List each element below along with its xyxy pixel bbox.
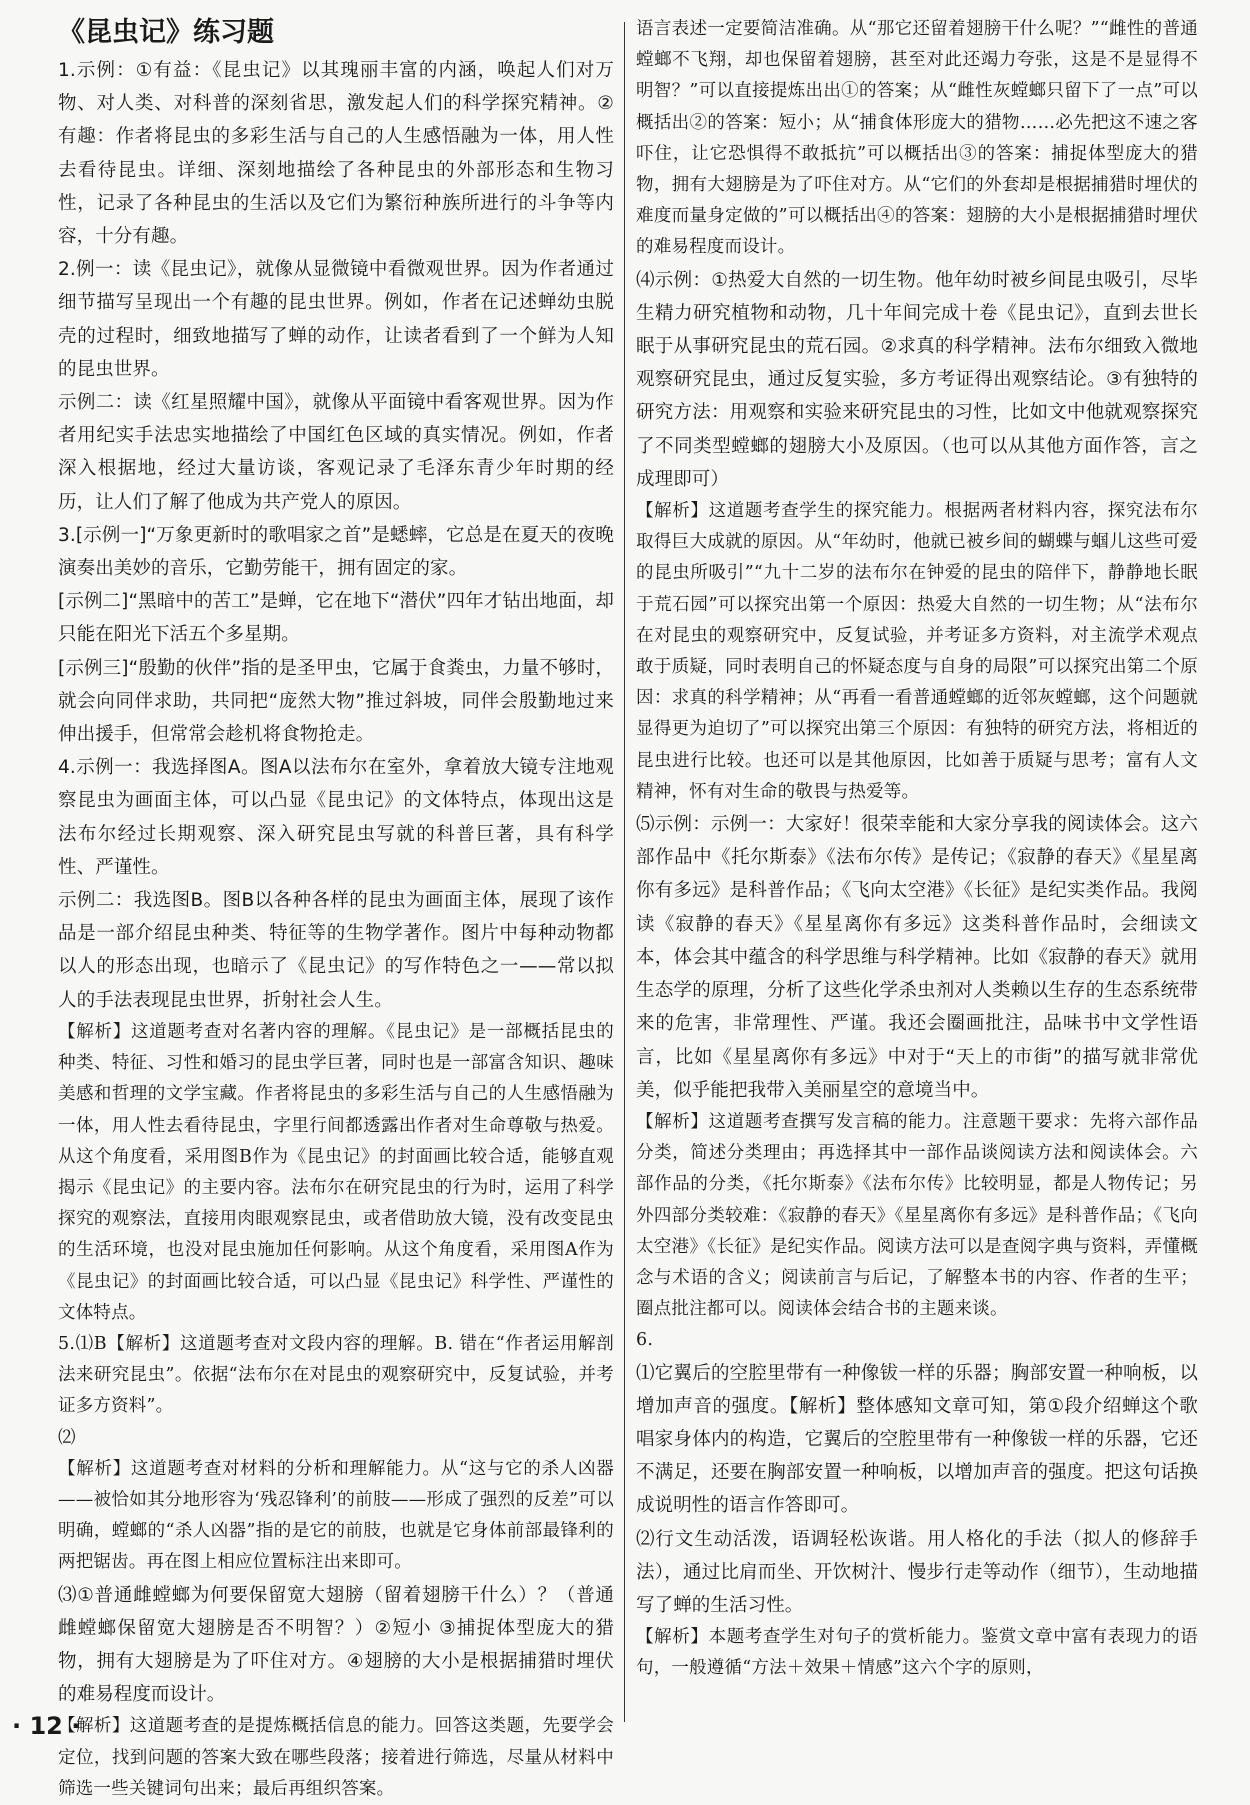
left-column [58, 14, 614, 1805]
paragraph: [示例二]“黑暗中的苦工”是蝉，它在地下“潜伏”四年才钻出地面，却只能在阳光下活五个多星期。 [58, 591, 614, 646]
paragraph: 1.示例：①有益：《昆虫记》以其瑰丽丰富的内涵，唤起人们对万物、对人类、对科普的深刻省思，激发起人们的科学探究精神。②有趣：作者将昆虫的多彩生活与自己的人生感悟融为一体，用人性去看待昆虫。详细、深刻地描绘了各种昆虫的外部形态和生物习性，记录了各种昆虫的生活以及它们为繁衍种族所进行的斗争等内容，十分有趣。 [58, 60, 614, 248]
paragraph: ⑴它翼后的空腔里带有一种像钹一样的乐器；胸部安置一种响板，以增加声音的强度。【解析】整体感知文章可知，第①段介绍蝉这个歌唱家身体内的构造，它翼后的空腔里带有一种像钹一样的乐器，它还不满足，还要在胸部安置一种响板，以增加声音的强度。把这句话换成说明性的语言作答即可。 [636, 1362, 1198, 1517]
paragraph: 示例二：读《红星照耀中国》，就像从平面镜中看客观世界。因为作者用纪实手法忠实地描绘了中国红色区域的真实情况。例如，作者深入根据地，经过大量访谈，客观记录了毛泽东青少年时期的经历，让人们了解了他成为共产党人的原因。 [58, 392, 614, 513]
paragraph: 【解析】本题考查学生对句子的赏析能力。鉴赏文章中富有表现力的语句，一般遵循“方法＋效果＋情感”这六个字的原则， [636, 1627, 1198, 1679]
paragraph: 3.[示例一]“万象更新时的歌唱家之首”是蟋蟀，它总是在夏天的夜晚演奏出美妙的音乐，它勤劳能干，拥有固定的家。 [58, 524, 614, 580]
paragraph: 示例二：我选图B。图B以各种各样的昆虫为画面主体，展现了该作品是一部介绍昆虫种类、特征等的生物学著作。图片中每种动物都以人的形态出现，也暗示了《昆虫记》的写作特色之一——常以拟人的手法表现昆虫世界，折射社会人生。 [58, 890, 614, 1011]
page-number: · 12 · [12, 1712, 81, 1740]
paragraph: ⑸示例：示例一：大家好！很荣幸能和大家分享我的阅读体会。这六部作品中《托尔斯泰》《法布尔传》是传记；《寂静的春天》《星星离你有多远》是科普作品；《飞向太空港》《长征》是纪实类作品。我阅读《寂静的春天》《星星离你有多远》这类科普作品时，会细读文本，体会其中蕴含的科学思维与科学精神。比如《寂静的春天》就用生态学的原理，分析了这些化学杀虫剂对人类赖以生存的生态系统带来的危害，非常理性、严谨。我还会圈画批注，品味书中文学性语言，比如《星星离你有多远》中对于“天上的市街”的描写就非常优美，似乎能把我带入美丽星空的意境当中。 [636, 814, 1198, 1101]
paragraph: ⑶①普通雌螳螂为何要保留宽大翅膀（留着翅膀干什么）？（普通雌螳螂保留宽大翅膀是否不明智？）②短小 ③捕捉体型庞大的猎物，拥有大翅膀是为了吓住对方。④翅膀的大小是根据捕猎时埋伏的难易程度而设计。 [58, 1584, 614, 1706]
paragraph: 5.⑴B【解析】这道题考查对文段内容的理解。B. 错在“作者运用解剖法来研究昆虫”。依据“法布尔在对昆虫的观察研究中，反复试验，并考证多方资料”。 [58, 1333, 614, 1417]
paragraph: 【解析】这道题考查学生的探究能力。根据两者材料内容，探究法布尔取得巨大成就的原因。从“年幼时，他就已被乡间的蝴蝶与蝈儿这些可爱的昆虫所吸引”“九十二岁的法布尔在钟爱的昆虫的陪伴下，静静地长眠于荒石园”可以探究出第一个原因：热爱大自然的一切生物；从“法布尔在对昆虫的观察研究中，反复试验，并考证多方资料，对主流学术观点敢于质疑，同时表明自己的怀疑态度与自身的局限”可以探究出第二个原因：求真的科学精神；从“再看一看普通螳螂的近邻灰螳螂，这个问题就显得更为迫切了”可以探究出第三个原因：有独特的研究方法，将相近的昆虫进行比较。也还可以是其他原因，比如善于质疑与思考；富有人文精神，怀有对生命的敬畏与热爱等。 [636, 501, 1198, 802]
left-paragraphs [58, 54, 614, 1805]
paragraph: 【解析】这道题考查对名著内容的理解。《昆虫记》是一部概括昆虫的种类、特征、习性和婚习的昆虫学巨著，同时也是一部富含知识、趣味美感和哲理的文学宝藏。作者将昆虫的多彩生活与自己的人生感悟融为一体，用人性去看待昆虫，字里行间都透露出作者对生命尊敬与热爱。从这个角度看，采用图B作为《昆虫记》的封面画比较合适，能够直观揭示《昆虫记》的主要内容。法布尔在研究昆虫的行为时，运用了科学探究的观察法，直接用肉眼观察昆虫，或者借助放大镜，没有改变昆虫的生活环境，也没对昆虫施加任何影响。从这个角度看，采用图A作为《昆虫记》的封面画比较合适，可以凸显《昆虫记》科学性、严谨性的文体特点。 [58, 1021, 614, 1323]
paragraph: ⑵ [58, 1427, 76, 1448]
column-divider [624, 22, 625, 1722]
right-column [636, 14, 1198, 1685]
paragraph: ⑷示例：①热爱大自然的一切生物。他年幼时被乡间昆虫吸引，尽毕生精力研究植物和动物，几十年间完成十卷《昆虫记》，直到去世长眠于从事研究昆虫的荒石园。②求真的科学精神。法布尔细致入微地观察研究昆虫，通过反复实验，多方考证得出观察结论。③有独特的研究方法：用观察和实验来研究昆虫的习性，比如文中他就观察探究了不同类型螳螂的翅膀大小及原因。（也可以从其他方面作答，言之成理即可） [636, 269, 1198, 490]
paragraph: 【解析】这道题考查对材料的分析和理解能力。从“这与它的杀人凶器——被恰如其分地形容为‘残忍锋利’的前肢——形成了强烈的反差”可以明确，螳螂的“杀人凶器”指的是它的前肢，也就是它身体前部最锋利的两把锯齿。再在图上相应位置标注出来即可。 [58, 1458, 614, 1573]
paragraph: ⑵行文生动活泼，语调轻松诙谐。用人格化的手法（拟人的修辞手法），通过比肩而坐、开饮树汁、慢步行走等动作（细节），生动地描写了蝉的生活习性。 [636, 1528, 1198, 1616]
paragraph: 6. [636, 1330, 654, 1351]
right-paragraphs [636, 14, 1198, 1685]
page-title: 《昆虫记》练习题 [58, 17, 274, 48]
paragraph: 2.例一：读《昆虫记》，就像从显微镜中看微观世界。因为作者通过细节描写呈现出一个有趣的昆虫世界。例如，作者在记述蝉幼虫脱壳的过程时，细致地描写了蝉的动作，让读者看到了一个鲜为人知的昆虫世界。 [58, 259, 614, 380]
paragraph: [示例三]“殷勤的伙伴”指的是圣甲虫，它属于食粪虫，力量不够时，就会向同伴求助，共同把“庞然大物”推过斜坡，同伴会殷勤地过来伸出援手，但常常会趁机将食物抢走。 [58, 657, 614, 746]
paragraph: 【解析】这道题考查撰写发言稿的能力。注意题干要求：先将六部作品分类，简述分类理由；再选择其中一部作品谈阅读方法和阅读体会。六部作品的分类，《托尔斯泰》《法布尔传》比较明显，都是人物传记；另外四部分类较难：《寂静的春天》《星星离你有多远》是科普作品；《飞向太空港》《长征》是纪实作品。阅读方法可以是查阅字典与资料，弄懂概念与术语的含义；阅读前言与后记，了解整本书的内容、作者的生平；圈点批注都可以。阅读体会结合书的主题来谈。 [636, 1111, 1198, 1320]
paragraph: 语言表述一定要简洁准确。从“那它还留着翅膀干什么呢？”“雌性的普通螳螂不飞翔，却也保留着翅膀，甚至对此还竭力夸张，这是不是显得不明智？”可以直接提炼出出①的答案；从“雌性灰螳螂只留下了一点”可以概括出②的答案：短小；从“捕食体形庞大的猎物……必先把这不速之客吓住，让它恐惧得不敢抵抗”可以概括出③的答案：捕捉体型庞大的猎物，拥有大翅膀是为了吓住对方。从“它们的外套却是根据捕猎时埋伏的难度而量身定做的”可以概括出④的答案：翅膀的大小是根据捕猎时埋伏的难易程度而设计。 [636, 19, 1198, 258]
paragraph: 【解析】这道题考查的是提炼概括信息的能力。回答这类题，先要学会定位，找到问题的答案大致在哪些段落；接着进行筛选，尽量从材料中筛选一些关键词句出来；最后再组织答案。 [58, 1716, 614, 1799]
paragraph: 4.示例一：我选择图A。图A以法布尔在室外，拿着放大镜专注地观察昆虫为画面主体，可以凸显《昆虫记》的文体特点，体现出这是法布尔经过长期观察、深入研究昆虫写就的科普巨著，具有科学性、严谨性。 [58, 757, 614, 878]
